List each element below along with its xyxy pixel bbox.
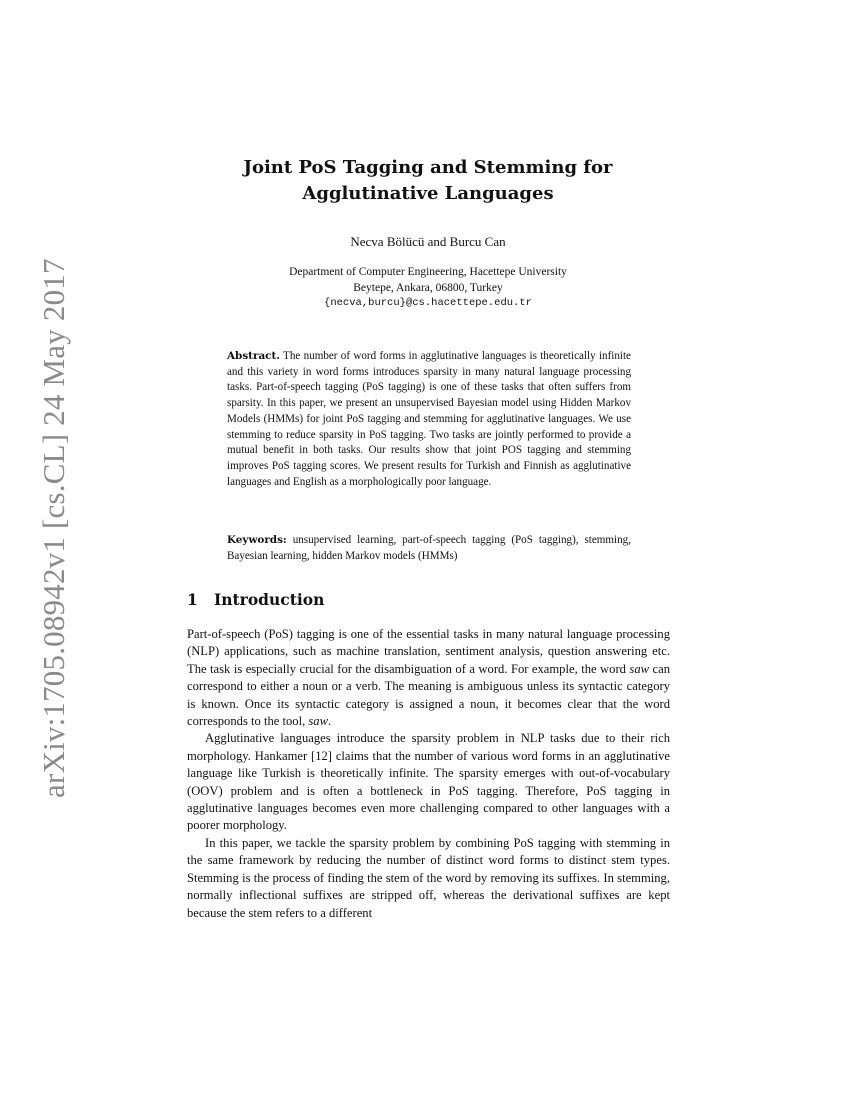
introduction-body — [187, 626, 670, 922]
paragraph-2: Agglutinative languages introduce the sparsity problem in NLP tasks due to their rich morphology. Hankamer [12] claims that the number of various word forms in an agglutinative language like Turkish is theoretically infinite. The sparsity emerges with out-of-vocabulary (OOV) problem and is often a bottleneck in PoS tagging. Therefore, PoS tagging in agglutinative languages becomes even more challenging compared to other languages with a poorer morphology. — [187, 731, 670, 833]
author-email: {necva,burcu}@cs.hacettepe.edu.tr — [324, 297, 532, 309]
emphasis-saw-end: saw — [308, 714, 328, 729]
affiliation-address: Beytepe, Ankara, 06800, Turkey — [353, 281, 503, 294]
abstract — [227, 349, 631, 490]
paragraph-3: In this paper, we tackle the sparsity problem by combining PoS tagging with stemming in the same framework by reducing the number of distinct word forms to distinct stem types. Stemming is the process of finding the stem of the word by removing its suffixes. In stemming, normally inflectional suffixes are stripped off, whereas the derivational suffixes are kept because the stem refers to a different — [187, 835, 670, 920]
abstract-label: Abstract. — [227, 350, 280, 362]
author-list: Necva Bölücü and Burcu Can — [350, 234, 506, 249]
section-number: 1 — [187, 590, 198, 609]
abstract-text: The number of word forms in agglutinative languages is theoretically infinite and this variety in word forms introduces sparsity in many natural language processing tasks. Part-of-speech tagging (PoS tagging) is one of these tasks that often suffers from sparsity. In this paper, we present an unsupervised Bayesian model using Hidden Markov Models (HMMs) for joint PoS tagging and stemming for agglutinative languages. We use stemming to reduce sparsity in PoS tagging. Two tasks are jointly performed to provide a mutual benefit in both tasks. Our results show that joint POS tagging and stemming improves PoS tagging scores. We present results for Turkish and Finnish as agglutinative languages and English as a morphologically poor language. — [227, 350, 631, 488]
title-line-2: Agglutinative Languages — [302, 183, 554, 204]
affiliation-block — [0, 265, 850, 312]
paragraph-1 — [187, 626, 670, 730]
keywords — [227, 533, 631, 564]
paragraph-1-part-1: Part-of-speech (PoS) tagging is one of the essential tasks in many natural language processing (NLP) applications, such as machine translation, sentiment analysis, question answering etc. The task is especially crucial for the disambiguation of a word. For example, the word — [187, 627, 670, 676]
title-line-1: Joint PoS Tagging and Stemming for — [243, 157, 613, 178]
paper-title — [0, 155, 850, 207]
emphasis-saw: saw — [629, 661, 650, 676]
section-heading-introduction — [187, 590, 324, 609]
section-title: Introduction — [214, 590, 325, 609]
arxiv-identifier-stamp: arXiv:1705.08942v1 [cs.CL] 24 May 2017 — [36, 258, 71, 798]
keywords-text: unsupervised learning, part-of-speech tagging (PoS tagging), stemming, Bayesian learning, hidden Markov models (HMMs) — [227, 534, 631, 562]
paragraph-1-part-2: can correspond to either a noun or a verb. The meaning is ambiguous unless its syntactic category is known. Once its syntactic category is assigned a noun, it becomes clear that the word corresponds to the tool, — [187, 661, 670, 729]
paragraph-1-period: . — [328, 714, 332, 729]
affiliation-department: Department of Computer Engineering, Hacettepe University — [289, 266, 567, 278]
keywords-label: Keywords: — [227, 534, 287, 546]
